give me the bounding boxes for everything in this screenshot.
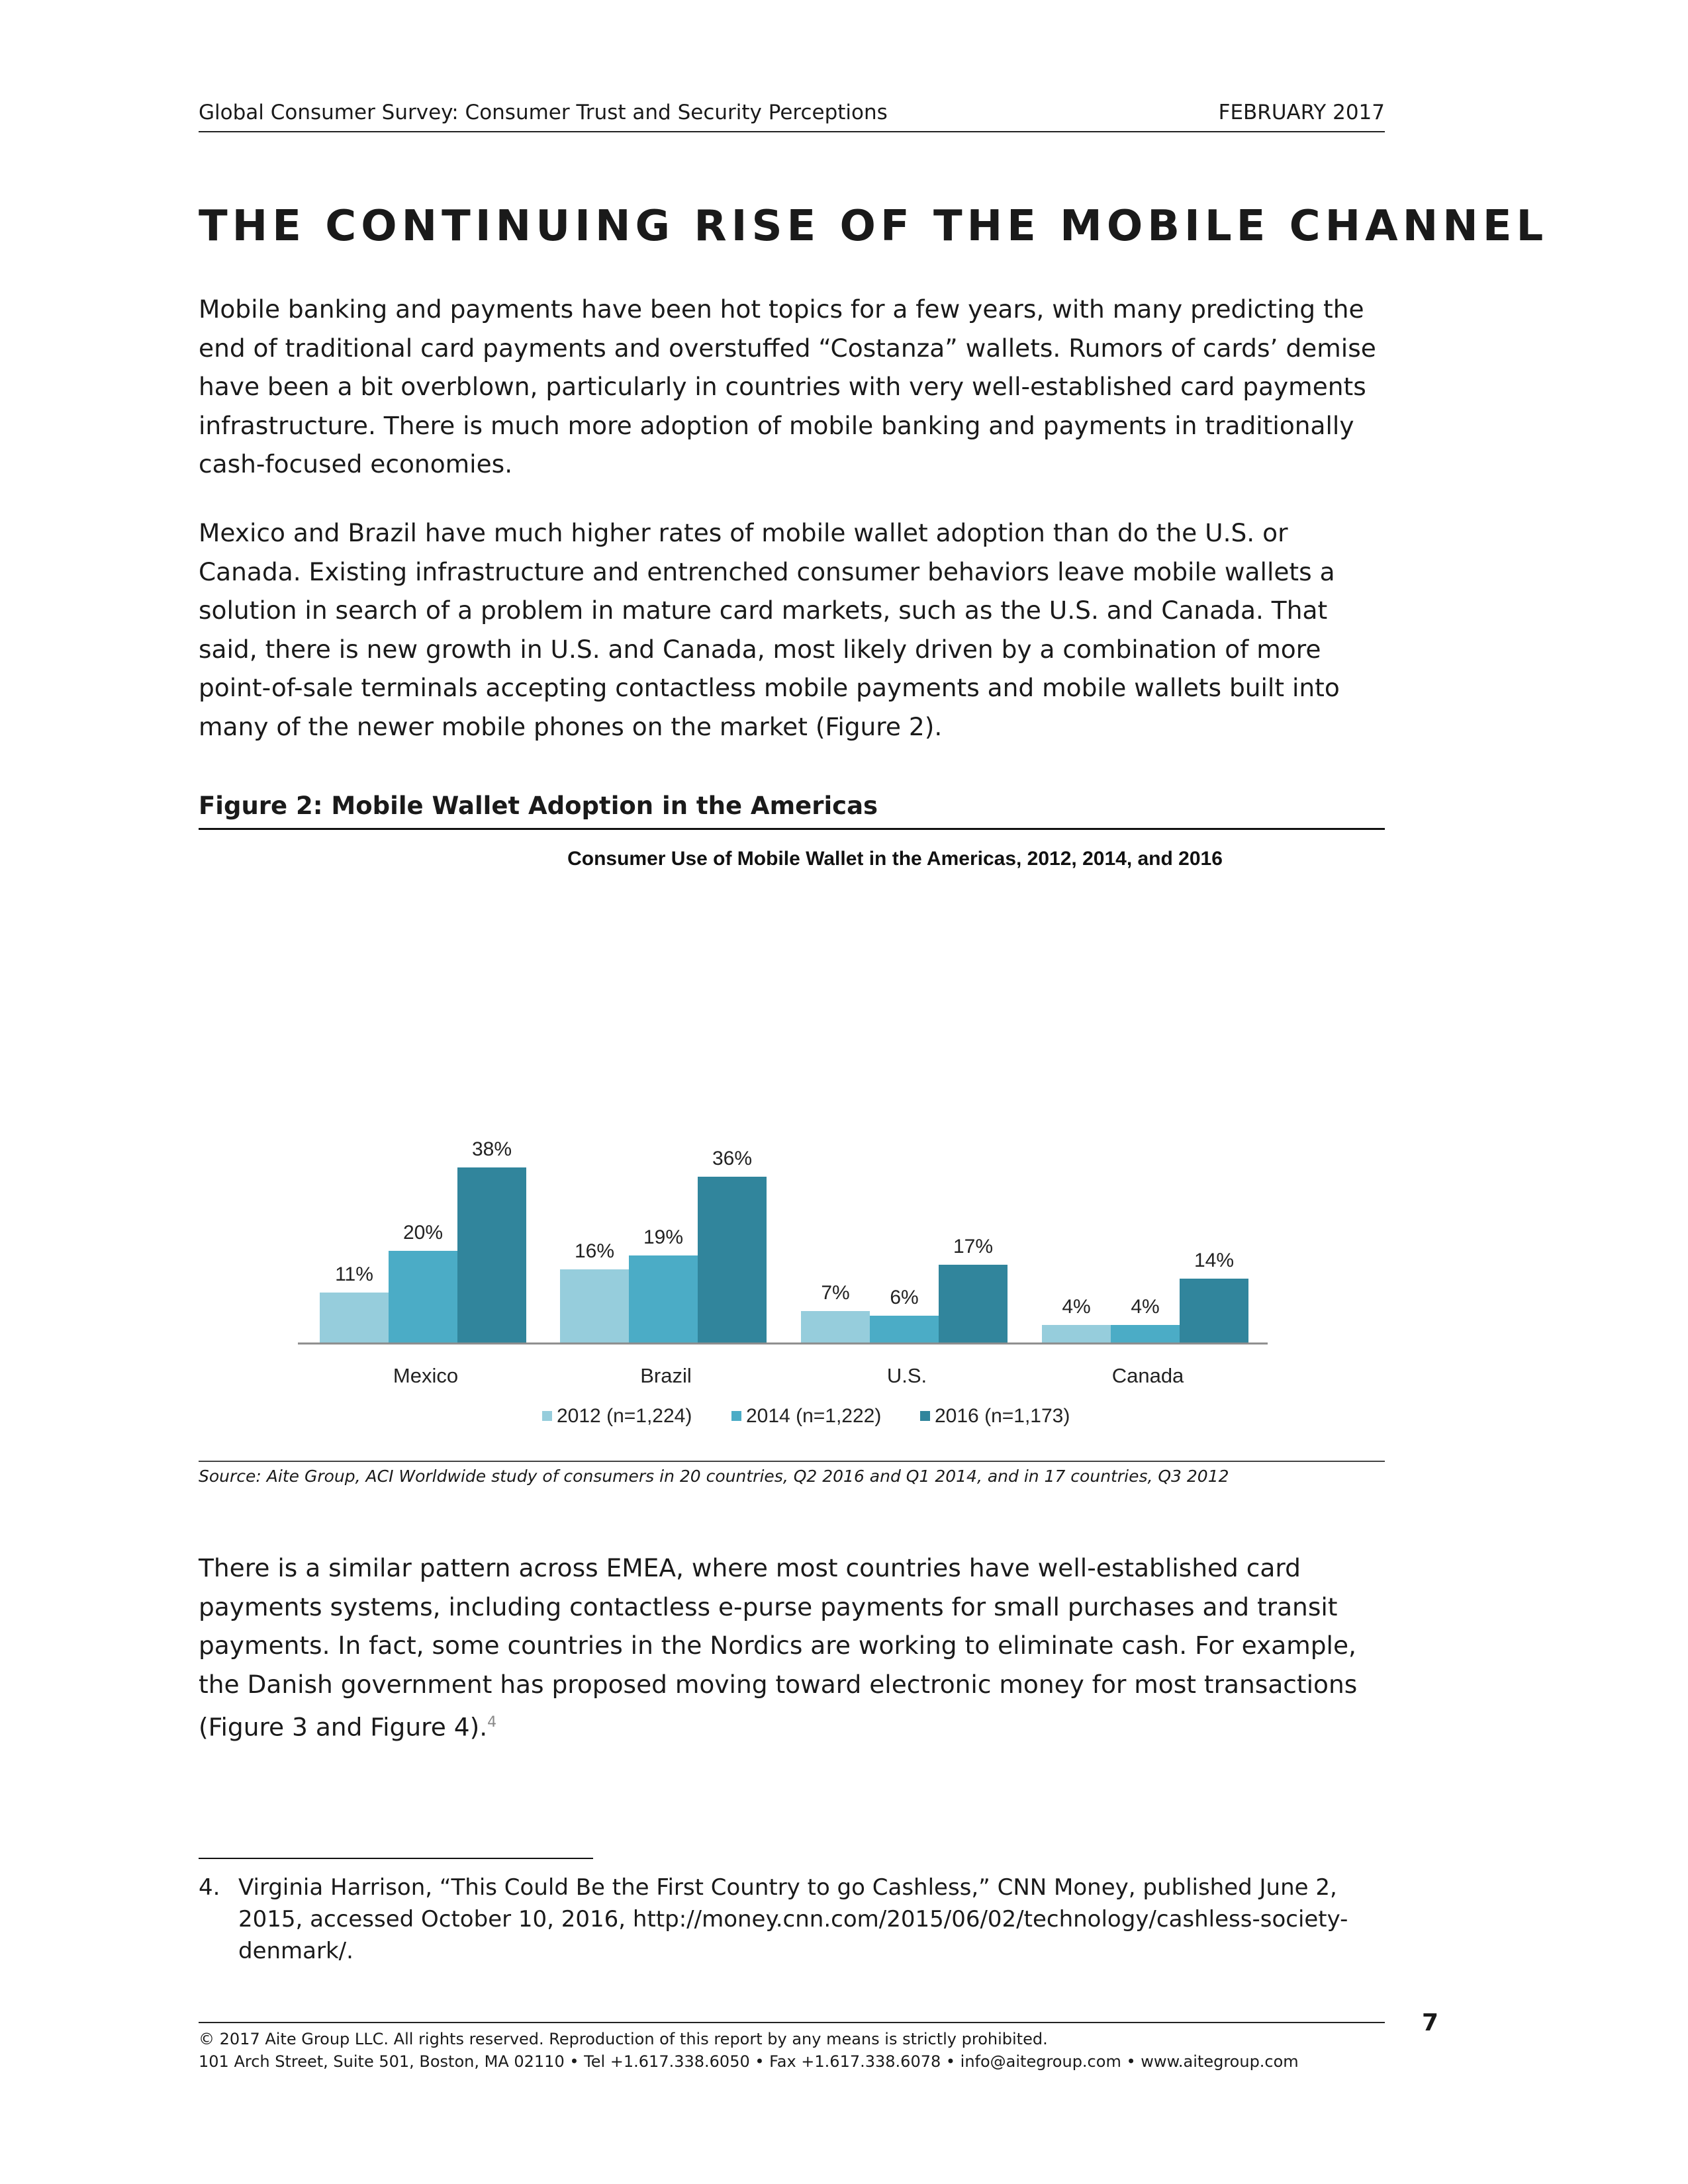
mobile-wallet-bar-chart (199, 830, 1385, 1452)
footnote-reference[interactable]: 4 (487, 1714, 497, 1731)
section-title: THE CONTINUING RISE OF THE MOBILE CHANNEL (199, 202, 1548, 251)
data-label: 36% (712, 1148, 753, 1169)
paragraph-emea-text: There is a similar pattern across EMEA, where most countries have well-established card payments systems, including contactless e-purse payments for small purchases and transit payments. In fact, some countries in the Nordics are working to eliminate cash. For example, the Danish government has proposed moving toward electronic money for most transactions (Figure 3 and Figure 4). (199, 1553, 1358, 1742)
chart-legend (542, 1405, 1070, 1427)
footnote-text: Virginia Harrison, “This Could Be the First Country to go Cashless,” CNN Money, published June 2, 2015, accessed October 10, 2016, http://money.cnn.com/2015/06/02/technology/cashless-society-denmark/. (238, 1874, 1348, 1964)
legend-swatch (542, 1411, 552, 1421)
legend-label: 2014 (n=1,222) (746, 1405, 882, 1427)
data-label: 19% (643, 1226, 684, 1248)
data-label: 4% (1131, 1296, 1160, 1318)
data-label: 20% (402, 1222, 444, 1244)
figure-source: Source: Aite Group, ACI Worldwide study of consumers in 20 countries, Q2 2016 and Q1 2014, and in 17 countries, Q3 2012 (199, 1467, 1229, 1486)
paragraph-emea (199, 1549, 1390, 1747)
category-label: Brazil (640, 1364, 692, 1387)
bar-brazil-2012 (560, 1269, 629, 1343)
bar-mexico-2012 (320, 1293, 389, 1343)
category-label: Canada (1111, 1364, 1184, 1387)
footer-contact: 101 Arch Street, Suite 501, Boston, MA 02110 • Tel +1.617.338.6050 • Fax +1.617.338.6078 • info@aitegroup.com • www.aitegroup.com (199, 2052, 1299, 2071)
footnote-rule (199, 1858, 593, 1859)
bar-brazil-2016 (698, 1177, 767, 1343)
bar-mexico-2016 (457, 1167, 526, 1343)
footer-copyright: © 2017 Aite Group LLC. All rights reserved. Reproduction of this report by any means is strictly prohibited. (199, 2030, 1048, 2048)
figure-bottom-rule (199, 1461, 1385, 1462)
category-label: Mexico (393, 1364, 459, 1387)
legend-label: 2016 (n=1,173) (935, 1405, 1070, 1427)
legend-swatch (731, 1411, 741, 1421)
legend-swatch (920, 1411, 930, 1421)
legend-label: 2012 (n=1,224) (557, 1405, 692, 1427)
data-label: 16% (574, 1240, 615, 1262)
bar-us-2014 (870, 1316, 939, 1343)
bar-us-2016 (939, 1265, 1008, 1343)
figure-caption: Figure 2: Mobile Wallet Adoption in the Americas (199, 792, 878, 820)
bar-canada-2014 (1111, 1325, 1180, 1343)
bar-canada-2012 (1042, 1325, 1111, 1343)
bar-us-2012 (801, 1311, 870, 1343)
header-date: FEBRUARY 2017 (1218, 101, 1385, 124)
page-number: 7 (1422, 2009, 1439, 2036)
data-label: 7% (821, 1282, 850, 1304)
data-label: 14% (1194, 1250, 1235, 1271)
bar-brazil-2014 (629, 1255, 698, 1343)
data-label: 38% (471, 1138, 512, 1160)
chart-category-labels (393, 1364, 1184, 1387)
paragraph-intro: Mobile banking and payments have been hot topics for a few years, with many predicting the end of traditional card payments and overstuffed “Costanza” wallets. Rumors of cards’ demise have been a bit overblown, particularly in countries with very well-established card payments infrastructure. There is much more adoption of mobile banking and payments in traditionally cash-focused economies. (199, 295, 1376, 478)
footnote-number: 4. (199, 1874, 220, 1901)
footer-rule (199, 2022, 1385, 2023)
bar-canada-2016 (1180, 1279, 1248, 1343)
data-label: 4% (1062, 1296, 1091, 1318)
header-report-title: Global Consumer Survey: Consumer Trust and Security Perceptions (199, 101, 888, 124)
running-header (199, 99, 1385, 132)
paragraph-americas: Mexico and Brazil have much higher rates of mobile wallet adoption than do the U.S. or Canada. Existing infrastructure and entrenched consumer behaviors leave mobile wallets a solution in search of a problem in mature card markets, such as the U.S. and Canada. That said, there is new growth in U.S. and Canada, most likely driven by a combination of more point-of-sale terminals accepting contactless mobile payments and mobile wallets built into many of the newer mobile phones on the market (Figure 2). (199, 518, 1340, 741)
chart-bars (320, 1167, 1248, 1343)
bar-mexico-2014 (389, 1251, 457, 1343)
data-label: 17% (953, 1236, 994, 1257)
data-label: 11% (335, 1263, 373, 1285)
category-label: U.S. (886, 1364, 927, 1387)
chart-title: Consumer Use of Mobile Wallet in the Americas, 2012, 2014, and 2016 (567, 848, 1223, 870)
data-label: 6% (890, 1287, 919, 1308)
